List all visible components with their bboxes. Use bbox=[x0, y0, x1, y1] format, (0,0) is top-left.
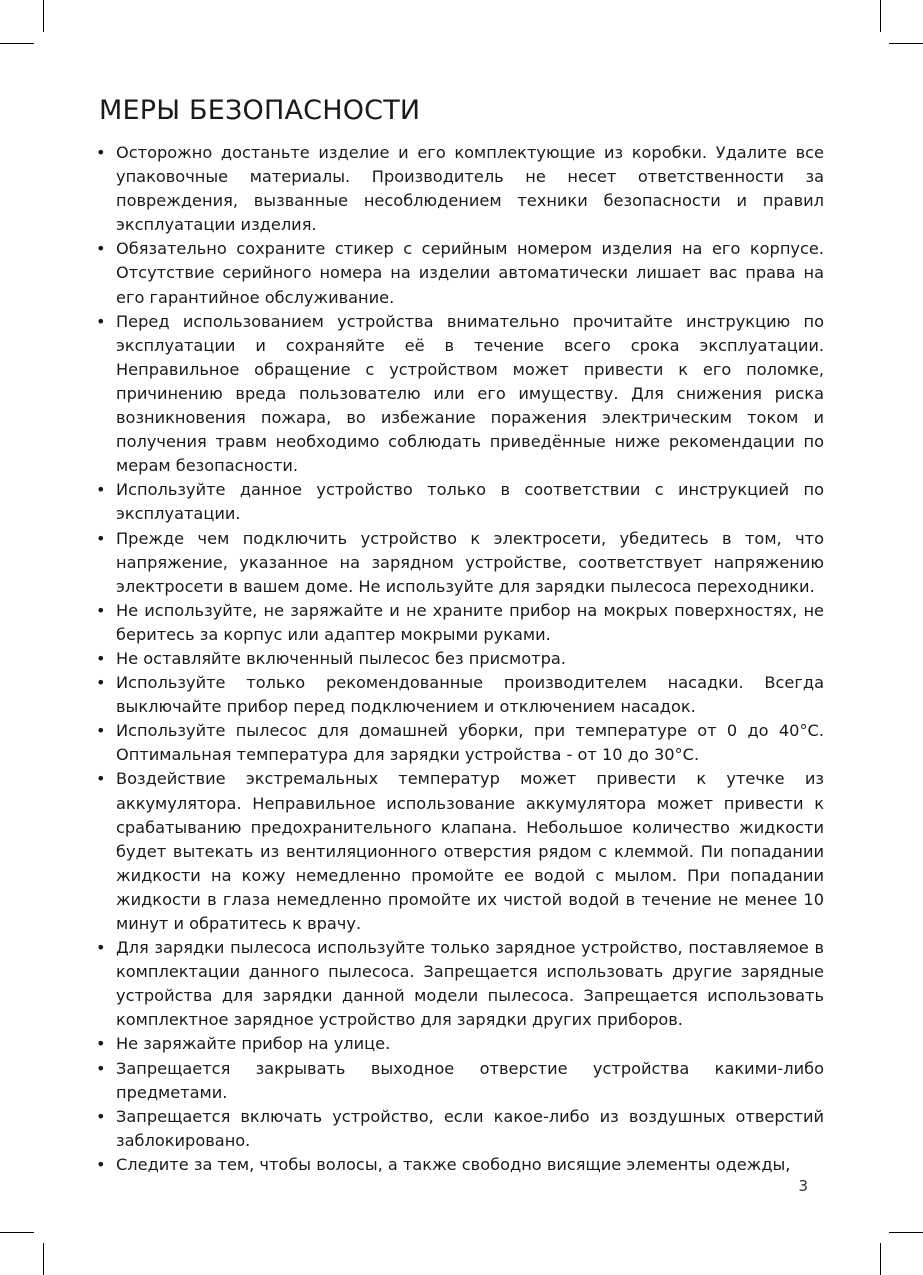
list-item bbox=[96, 527, 824, 599]
list-item bbox=[96, 936, 824, 1032]
list-item-text: Запрещается включать устройство, если какое-либо из воздушных отверстий заблокировано. bbox=[116, 1106, 824, 1150]
bullet: • bbox=[96, 600, 106, 620]
list-item-text: Не заряжайте прибор на улице. bbox=[116, 1034, 391, 1054]
bullet: • bbox=[96, 528, 106, 548]
crop-mark bbox=[880, 1243, 881, 1275]
list-item-text: Следите за тем, чтобы волосы, а также свободно висящие элементы одежды, bbox=[116, 1154, 791, 1174]
list-item bbox=[96, 478, 824, 526]
list-item-text: Используйте только рекомендованные производителем насадки. Всегда выключайте прибор перед подключением и отключением насадок. bbox=[116, 673, 824, 717]
list-item bbox=[96, 647, 824, 671]
list-item bbox=[96, 141, 824, 237]
crop-mark bbox=[889, 43, 923, 44]
list-item bbox=[96, 1032, 824, 1056]
crop-mark bbox=[880, 0, 881, 32]
list-item-text: Используйте пылесос для домашней уборки, при температуре от 0 до 40°С. Оптимальная температура для зарядки устройства - от 10 до 30°С. bbox=[116, 721, 824, 765]
bullet: • bbox=[96, 239, 106, 259]
list-item bbox=[96, 671, 824, 719]
list-item-text: Запрещается закрывать выходное отверстие устройства какими-либо предметами. bbox=[116, 1058, 824, 1102]
bullet: • bbox=[96, 938, 106, 958]
list-item bbox=[96, 1057, 824, 1105]
list-item-text: Осторожно достаньте изделие и его комплектующие из коробки. Удалите все упаковочные материалы. Производитель не несет ответственности за повреждения, вызванные несоблюдением техники безопасности и правил эксплуатации изделия. bbox=[116, 143, 824, 235]
crop-mark bbox=[43, 0, 44, 32]
bullet: • bbox=[96, 1106, 106, 1126]
bullet: • bbox=[96, 1154, 106, 1174]
bullet: • bbox=[96, 143, 106, 162]
bullet: • bbox=[96, 1058, 106, 1078]
list-item-text: Воздействие экстремальных температур может привести к утечке из аккумулятора. Неправильное использование аккумулятора может привести к срабатыванию предохранительного клапана. Небольшое количество жидкости будет вытекать из вентиляционного отверстия рядом с клеммой. Пи попадании жидкости на кожу немедленно промойте ее водой с мылом. При попадании жидкости в глаза немедленно промойте их чистой водой в течение не менее 10 минут и обратитесь к врачу. bbox=[116, 769, 824, 933]
bullet: • bbox=[96, 311, 106, 331]
list-item bbox=[96, 767, 824, 936]
safety-list bbox=[96, 141, 824, 1177]
list-item bbox=[96, 1153, 824, 1177]
crop-mark bbox=[43, 1243, 44, 1275]
bullet: • bbox=[96, 480, 106, 500]
bullet: • bbox=[96, 769, 106, 789]
bullet: • bbox=[96, 648, 106, 668]
page-number: 3 bbox=[798, 1177, 808, 1195]
list-item bbox=[96, 599, 824, 647]
bullet: • bbox=[96, 721, 106, 741]
page-title: МЕРЫ БЕЗОПАСНОСТИ bbox=[99, 95, 421, 126]
list-item-text: Прежде чем подключить устройство к электросети, убедитесь в том, что напряжение, указанное на зарядном устройстве, соответствует напряжению электросети в вашем доме. Не используйте для зарядки пылесоса переходники. bbox=[116, 528, 824, 596]
crop-mark bbox=[889, 1232, 923, 1233]
list-item bbox=[96, 310, 824, 479]
list-item bbox=[96, 719, 824, 767]
list-item-text: Перед использованием устройства внимательно прочитайте инструкцию по эксплуатации и сохраняйте её в течение всего срока эксплуатации. Неправильное обращение с устройством может привести к его поломке, причинению вреда пользователю или его имуществу. Для снижения риска возникновения пожара, во избежание поражения электрическим током и получения травм необходимо соблюдать приведённые ниже рекомендации по мерам безопасности. bbox=[116, 311, 824, 476]
bullet: • bbox=[96, 673, 106, 693]
list-item bbox=[96, 237, 824, 309]
bullet: • bbox=[96, 1034, 106, 1054]
list-item-text: Используйте данное устройство только в соответствии с инструкцией по эксплуатации. bbox=[116, 480, 824, 524]
list-item-text: Для зарядки пылесоса используйте только зарядное устройство, поставляемое в комплектации данного пылесоса. Запрещается использовать другие зарядные устройства для зарядки данной модели пылесоса. Запрещается использовать комплектное зарядное устройство для зарядки других приборов. bbox=[116, 938, 824, 1030]
list-item-text: Не оставляйте включенный пылесос без присмотра. bbox=[116, 648, 566, 668]
list-item-text: Обязательно сохраните стикер с серийным номером изделия на его корпусе. Отсутствие серийного номера на изделии автоматически лишает вас права на его гарантийное обслуживание. bbox=[116, 239, 824, 307]
crop-mark bbox=[0, 1232, 34, 1233]
list-item bbox=[96, 1105, 824, 1153]
crop-mark bbox=[0, 43, 34, 44]
list-item-text: Не используйте, не заряжайте и не храните прибор на мокрых поверхностях, не беритесь за корпус или адаптер мокрыми руками. bbox=[116, 600, 824, 644]
